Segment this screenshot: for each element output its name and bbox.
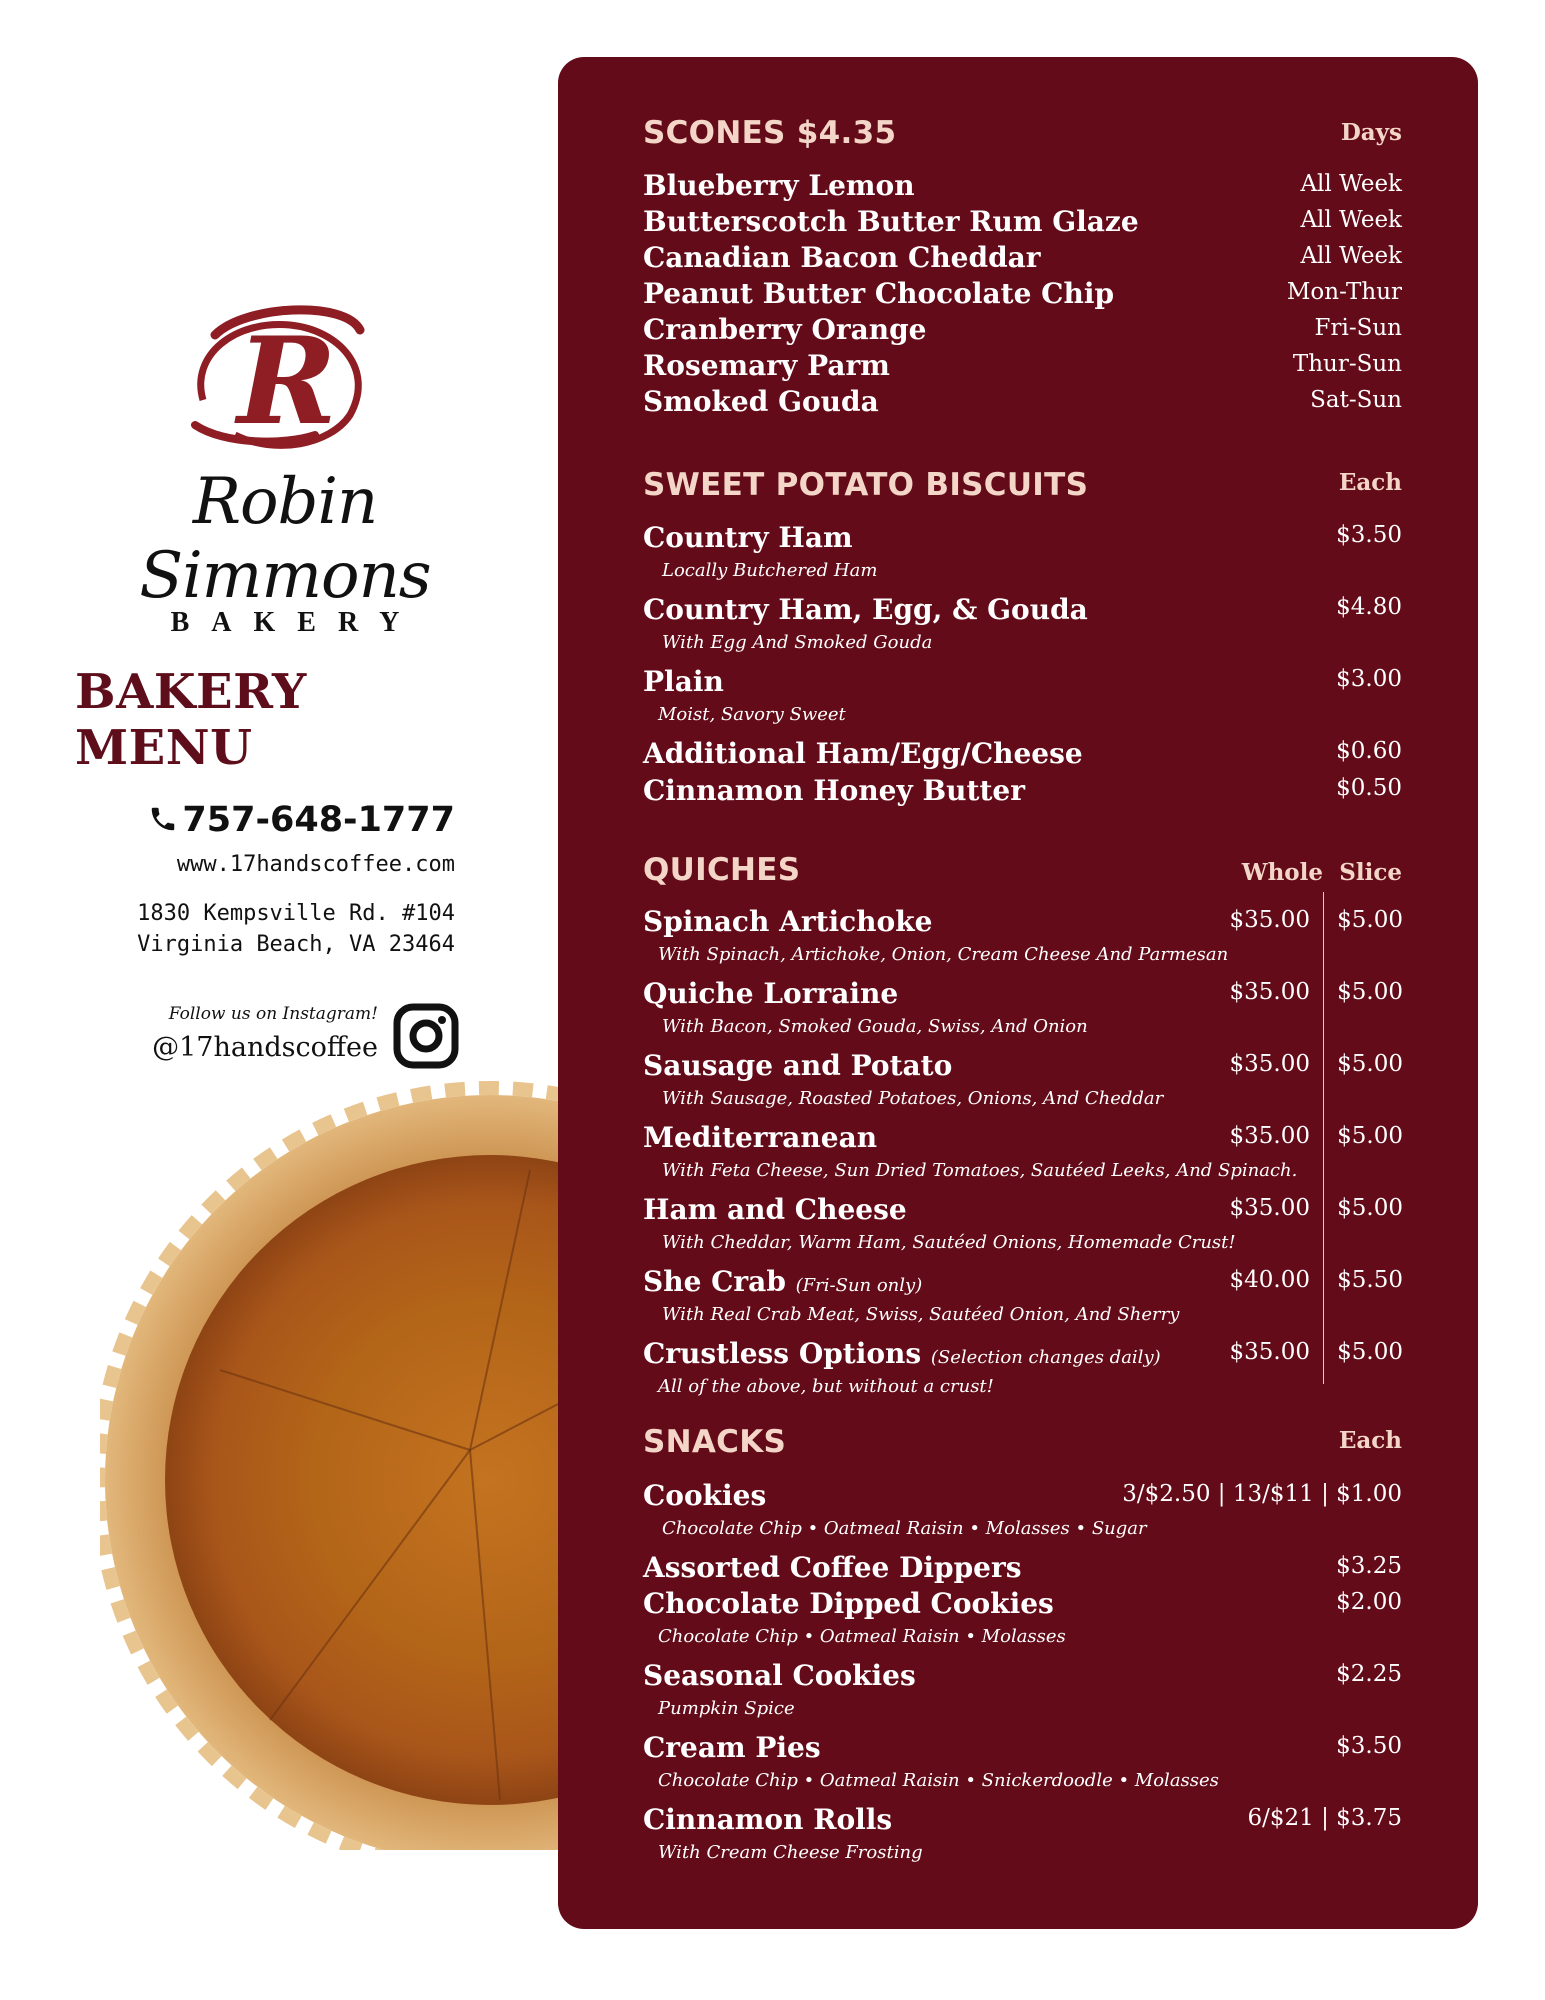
snack-desc: With Cream Cheese Frosting xyxy=(658,1842,923,1863)
quiche-whole-price: $35.00 xyxy=(1229,1123,1310,1149)
quiches-whole-header: Whole xyxy=(1241,859,1323,886)
snack-price: 3/$2.50 | 13/$11 | $1.00 xyxy=(1122,1481,1402,1507)
svg-text:R: R xyxy=(237,311,337,452)
website-link[interactable]: www.17handscoffee.com xyxy=(176,852,455,877)
quiche-item: Spinach Artichoke xyxy=(643,905,933,938)
scone-item: Smoked Gouda xyxy=(643,385,879,418)
snack-item: Cookies xyxy=(643,1479,767,1512)
phone-number-text: 757-648-1777 xyxy=(182,800,455,840)
quiche-slice-price: $5.00 xyxy=(1337,979,1403,1005)
biscuit-price: $0.60 xyxy=(1336,738,1402,764)
snack-item: Cream Pies xyxy=(643,1731,821,1764)
snack-price: $3.50 xyxy=(1336,1733,1402,1759)
snack-price: $2.25 xyxy=(1336,1661,1402,1687)
biscuits-each-header: Each xyxy=(1338,469,1402,496)
biscuit-item: Additional Ham/Egg/Cheese xyxy=(643,737,1083,770)
instagram-handle[interactable]: @17handscoffee xyxy=(152,1032,378,1063)
phone-number[interactable] xyxy=(60,800,455,840)
quiche-item: Quiche Lorraine xyxy=(643,977,899,1010)
quiche-slice-price: $5.00 xyxy=(1337,1195,1403,1221)
scone-item: Cranberry Orange xyxy=(643,313,927,346)
quiche-whole-price: $35.00 xyxy=(1229,907,1310,933)
scone-days: All Week xyxy=(1300,243,1402,269)
scone-days: All Week xyxy=(1300,207,1402,233)
scone-days: Sat-Sun xyxy=(1310,387,1402,413)
snacks-heading: SNACKS xyxy=(643,1424,787,1460)
scone-days: Mon-Thur xyxy=(1286,279,1402,305)
snacks-each-header: Each xyxy=(1338,1427,1402,1454)
quiche-whole-price: $40.00 xyxy=(1229,1267,1310,1293)
snack-item: Seasonal Cookies xyxy=(643,1659,916,1692)
biscuit-item: Cinnamon Honey Butter xyxy=(643,774,1025,807)
snack-item: Chocolate Dipped Cookies xyxy=(643,1587,1054,1620)
instagram-icon[interactable] xyxy=(393,1003,459,1069)
left-column xyxy=(0,0,560,2000)
snack-desc: Pumpkin Spice xyxy=(658,1698,795,1719)
scone-item: Blueberry Lemon xyxy=(643,169,915,202)
snack-price: $2.00 xyxy=(1336,1589,1402,1615)
quiche-desc: All of the above, but without a crust! xyxy=(658,1376,994,1397)
quiche-note: (Selection changes daily) xyxy=(930,1347,1161,1368)
quiches-slice-header: Slice xyxy=(1339,859,1402,886)
quiche-item: Ham and Cheese xyxy=(643,1193,907,1226)
biscuit-price: $0.50 xyxy=(1336,775,1402,801)
biscuit-item: Country Ham, Egg, & Gouda xyxy=(643,593,1088,626)
snack-item: Assorted Coffee Dippers xyxy=(643,1551,1022,1584)
brand-name-script: Robin Simmons xyxy=(139,465,431,613)
scones-days-header: Days xyxy=(1340,119,1402,146)
quiche-name: She Crab xyxy=(643,1265,786,1298)
quiche-desc: With Sausage, Roasted Potatoes, Onions, And Cheddar xyxy=(662,1088,1164,1109)
quiche-slice-price: $5.00 xyxy=(1337,1123,1403,1149)
biscuit-price: $3.50 xyxy=(1336,522,1402,548)
biscuits-heading: SWEET POTATO BISCUITS xyxy=(643,467,1089,503)
scone-days: Fri-Sun xyxy=(1314,315,1402,341)
snack-price: 6/$21 | $3.75 xyxy=(1247,1805,1402,1831)
snack-desc: Chocolate Chip • Oatmeal Raisin • Molasses • Sugar xyxy=(662,1518,1147,1539)
quiche-desc: With Real Crab Meat, Swiss, Sautéed Onion, And Sherry xyxy=(662,1304,1180,1325)
biscuit-price: $3.00 xyxy=(1336,666,1402,692)
quiche-slice-price: $5.00 xyxy=(1337,1051,1403,1077)
quiche-note: (Fri-Sun only) xyxy=(795,1275,923,1296)
snack-desc: Chocolate Chip • Oatmeal Raisin • Snickerdoodle • Molasses xyxy=(658,1770,1219,1791)
quiche-whole-price: $35.00 xyxy=(1229,1051,1310,1077)
quiche-desc: With Feta Cheese, Sun Dried Tomatoes, Sautéed Leeks, And Spinach. xyxy=(662,1160,1298,1181)
quiche-item xyxy=(643,1265,922,1298)
page-title: BAKERY MENU xyxy=(75,664,307,776)
address-line-2: Virginia Beach, VA 23464 xyxy=(137,932,455,957)
scone-item: Canadian Bacon Cheddar xyxy=(643,241,1041,274)
quiche-item xyxy=(643,1337,1161,1370)
scone-item: Peanut Butter Chocolate Chip xyxy=(643,277,1115,310)
quiche-item: Sausage and Potato xyxy=(643,1049,953,1082)
instagram-prompt: Follow us on Instagram! xyxy=(168,1004,378,1024)
bakery-logo xyxy=(50,295,520,639)
biscuit-item: Plain xyxy=(643,665,724,698)
column-divider xyxy=(1323,892,1324,1384)
quiche-slice-price: $5.00 xyxy=(1337,907,1403,933)
quiche-whole-price: $35.00 xyxy=(1229,1195,1310,1221)
biscuit-desc: Locally Butchered Ham xyxy=(662,560,878,581)
quiche-whole-price: $35.00 xyxy=(1229,1339,1310,1365)
snack-price: $3.25 xyxy=(1336,1553,1402,1579)
brand-name-sub: BAKERY xyxy=(170,607,422,638)
quiche-item: Mediterranean xyxy=(643,1121,878,1154)
address-line-1: 1830 Kempsville Rd. #104 xyxy=(137,901,455,926)
biscuit-price: $4.80 xyxy=(1336,594,1402,620)
address xyxy=(60,898,455,960)
scone-item: Butterscotch Butter Rum Glaze xyxy=(643,205,1139,238)
quiche-desc: With Spinach, Artichoke, Onion, Cream Cheese And Parmesan xyxy=(658,944,1229,965)
scones-heading: SCONES $4.35 xyxy=(643,115,897,151)
quiche-slice-price: $5.00 xyxy=(1337,1339,1403,1365)
quiche-whole-price: $35.00 xyxy=(1229,979,1310,1005)
menu-panel xyxy=(558,57,1478,1929)
quiches-heading: QUICHES xyxy=(643,852,801,888)
biscuit-desc: With Egg And Smoked Gouda xyxy=(662,632,933,653)
quiche-desc: With Cheddar, Warm Ham, Sautéed Onions, Homemade Crust! xyxy=(662,1232,1236,1253)
snack-item: Cinnamon Rolls xyxy=(643,1803,893,1836)
biscuit-item: Country Ham xyxy=(643,521,853,554)
biscuit-desc: Moist, Savory Sweet xyxy=(658,704,846,725)
snack-desc: Chocolate Chip • Oatmeal Raisin • Molasses xyxy=(658,1626,1066,1647)
quiche-slice-price: $5.50 xyxy=(1337,1267,1403,1293)
scone-item: Rosemary Parm xyxy=(643,349,890,382)
monogram-logo-icon xyxy=(175,295,395,465)
scone-days: All Week xyxy=(1300,171,1402,197)
scone-days: Thur-Sun xyxy=(1292,351,1402,377)
quiche-name: Crustless Options xyxy=(643,1337,922,1370)
phone-icon xyxy=(148,804,178,834)
quiche-desc: With Bacon, Smoked Gouda, Swiss, And Onion xyxy=(662,1016,1088,1037)
